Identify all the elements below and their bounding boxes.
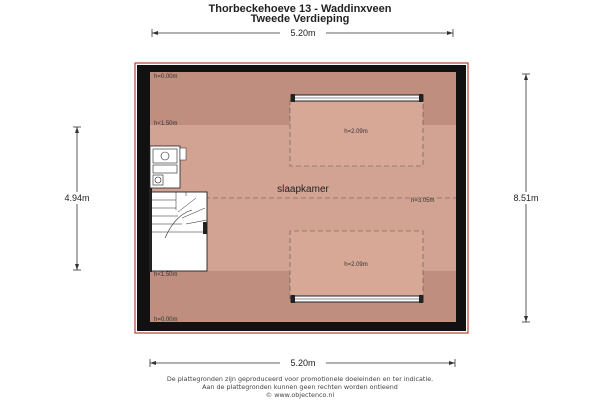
height-label-dormer-bottom: h=2.09m — [344, 262, 368, 268]
staircase — [150, 192, 207, 271]
right-height-label: 8.51m — [513, 193, 539, 203]
footer-disclaimer: De plattegronden zijn geproduceerd voor promotionele doeleinden en ter indicatie. — [166, 375, 434, 383]
plan-address: Thorbeckehoeve 13 - Waddinxveen — [208, 3, 392, 15]
height-label-dormer-top: h=2.09m — [344, 129, 368, 135]
footer-rights: Aan de plattegronden kunnen geen rechten worden ontleend — [202, 383, 398, 391]
height-label-top-eave: h=0.00m — [154, 74, 178, 80]
floor-name: Tweede Verdieping — [250, 13, 350, 25]
left-dimension — [56, 127, 98, 270]
bottom-width-label: 5.20m — [290, 358, 316, 368]
top-dimension — [152, 26, 453, 38]
bottom-dimension — [150, 356, 455, 368]
height-label-lower-slope: h<1.50m — [154, 272, 178, 278]
height-label-ridge: h=3.05m — [411, 198, 435, 204]
stair-wall — [149, 188, 152, 272]
room-name: slaapkamer — [277, 184, 329, 195]
window-top — [291, 94, 423, 102]
top-width-label: 5.20m — [290, 28, 316, 38]
window-bottom — [291, 295, 423, 303]
height-label-upper-slope: h<1.50m — [154, 121, 178, 127]
left-height-label: 4.94m — [64, 193, 90, 203]
height-label-bottom-eave: h=0.00m — [154, 317, 178, 323]
right-dimension — [505, 74, 547, 322]
footer-copyright: © www.objectenco.nl — [265, 391, 335, 399]
